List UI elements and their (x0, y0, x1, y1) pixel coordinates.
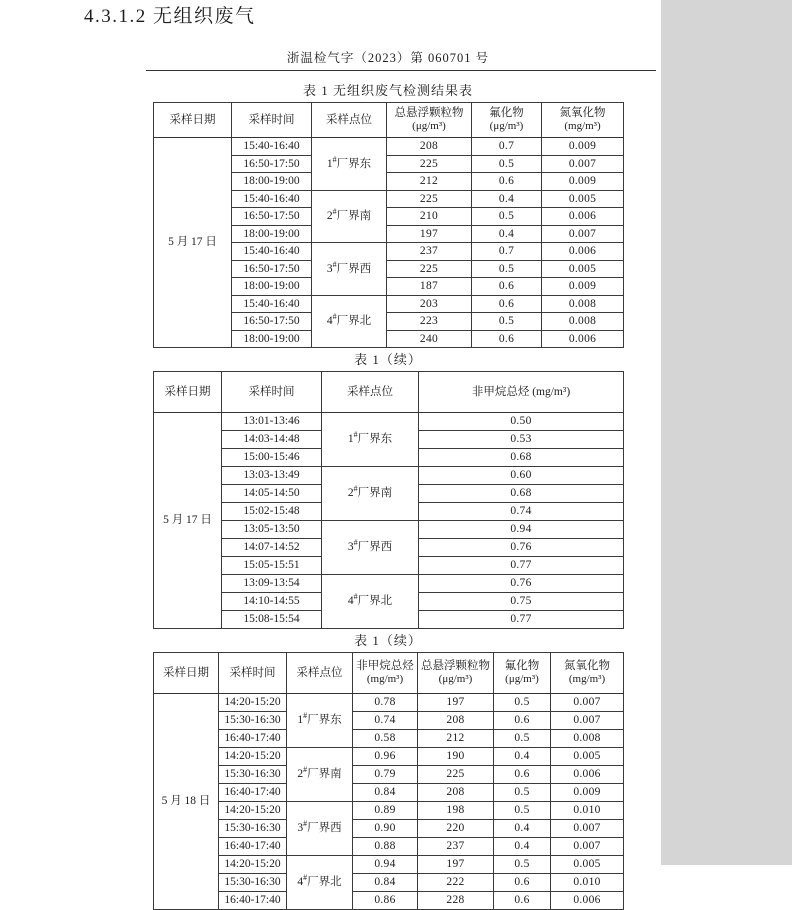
sample-time-cell: 16:40-17:40 (219, 838, 287, 856)
col-header-parameter (542, 103, 624, 138)
col-header-parameter (353, 653, 418, 694)
value-cell: 225 (387, 155, 472, 173)
table-row (154, 575, 624, 593)
col-header-parameter (472, 103, 542, 138)
parameter-label: 总悬浮颗粒物 (394, 106, 464, 119)
table-row (154, 892, 624, 910)
sample-date-cell: 5 月 17 日 (154, 413, 222, 629)
col-header-parameter (551, 653, 624, 694)
value-cell: 0.005 (551, 748, 624, 766)
value-cell: 0.78 (353, 694, 418, 712)
table-row (154, 521, 624, 539)
value-cell: 0.5 (494, 730, 551, 748)
parameter-unit: (mg/m³) (568, 673, 606, 686)
value-cell: 0.007 (551, 820, 624, 838)
table-row (154, 838, 624, 856)
sample-point-cell: 2#厂界南 (287, 748, 353, 802)
value-cell: 240 (387, 330, 472, 348)
doc-number: 浙温检气字（2023）第 060701 号 (286, 51, 490, 65)
value-cell: 0.50 (419, 413, 624, 431)
value-cell: 0.4 (472, 190, 542, 208)
table-row (154, 694, 624, 712)
value-cell: 0.60 (419, 467, 624, 485)
value-cell: 212 (387, 173, 472, 191)
value-cell: 197 (418, 694, 494, 712)
sample-point-cell: 3#厂界西 (322, 521, 419, 575)
table-caption: 表 1（续） (354, 352, 422, 367)
col-header-date: 采样日期 (154, 653, 219, 694)
value-cell: 0.6 (494, 712, 551, 730)
header-row (154, 372, 624, 413)
value-cell: 0.96 (353, 748, 418, 766)
sample-time-cell: 14:20-15:20 (219, 856, 287, 874)
value-cell: 210 (387, 208, 472, 226)
sample-date-cell: 5 月 17 日 (154, 138, 232, 348)
parameter-unit: (μg/m³) (505, 673, 539, 686)
table-row (154, 730, 624, 748)
value-cell: 0.006 (542, 208, 624, 226)
value-cell: 0.76 (419, 575, 624, 593)
parameter-unit: (mg/m³) (366, 673, 404, 686)
value-cell: 223 (387, 313, 472, 331)
sample-time-cell: 18:00-19:00 (232, 330, 312, 348)
parameter-unit: (μg/m³) (412, 120, 446, 133)
value-cell: 208 (387, 138, 472, 156)
value-cell: 0.74 (353, 712, 418, 730)
table-row (154, 138, 624, 156)
col-header-point: 采样点位 (287, 653, 353, 694)
sample-time-cell: 16:50-17:50 (232, 155, 312, 173)
value-cell: 0.6 (472, 278, 542, 296)
sample-time-cell: 15:40-16:40 (232, 295, 312, 313)
value-cell: 0.84 (353, 874, 418, 892)
value-cell: 0.010 (551, 802, 624, 820)
sample-time-cell: 14:03-14:48 (222, 431, 322, 449)
sample-time-cell: 15:40-16:40 (232, 138, 312, 156)
col-header-parameter: 非甲烷总烃 (mg/m³) (419, 372, 624, 413)
sample-time-cell: 14:10-14:55 (222, 593, 322, 611)
value-cell: 0.006 (551, 766, 624, 784)
value-cell: 0.4 (494, 820, 551, 838)
value-cell: 0.5 (494, 694, 551, 712)
sample-time-cell: 14:20-15:20 (219, 802, 287, 820)
table-row (154, 820, 624, 838)
value-cell: 0.6 (472, 330, 542, 348)
tables-container (153, 82, 623, 910)
table-row (154, 413, 624, 431)
table-caption: 表 1（续） (354, 633, 422, 648)
value-cell: 0.005 (542, 190, 624, 208)
value-cell: 0.79 (353, 766, 418, 784)
value-cell: 0.009 (551, 784, 624, 802)
sample-time-cell: 15:05-15:51 (222, 557, 322, 575)
col-header-date: 采样日期 (154, 372, 222, 413)
sample-time-cell: 16:50-17:50 (232, 313, 312, 331)
value-cell: 0.75 (419, 593, 624, 611)
value-cell: 203 (387, 295, 472, 313)
table-row (154, 874, 624, 892)
sample-time-cell: 16:40-17:40 (219, 784, 287, 802)
value-cell: 208 (418, 712, 494, 730)
sample-point-cell: 1#厂界东 (312, 138, 387, 191)
table-row (154, 748, 624, 766)
results-table (153, 102, 624, 348)
col-header-parameter (387, 103, 472, 138)
value-cell: 0.53 (419, 431, 624, 449)
table-body (154, 694, 624, 910)
parameter-label: 非甲烷总烃 (356, 659, 414, 672)
value-cell: 0.74 (419, 503, 624, 521)
value-cell: 0.76 (419, 539, 624, 557)
header-rule (146, 70, 656, 71)
value-cell: 0.008 (551, 730, 624, 748)
value-cell: 0.008 (542, 295, 624, 313)
sample-time-cell: 14:20-15:20 (219, 748, 287, 766)
table-row (154, 784, 624, 802)
value-cell: 0.94 (419, 521, 624, 539)
sample-time-cell: 16:50-17:50 (232, 208, 312, 226)
value-cell: 0.4 (472, 225, 542, 243)
results-table (153, 371, 624, 629)
sample-point-cell: 3#厂界西 (312, 243, 387, 296)
value-cell: 0.5 (472, 313, 542, 331)
sample-time-cell: 15:08-15:54 (222, 611, 322, 629)
sample-time-cell: 14:05-14:50 (222, 485, 322, 503)
value-cell: 198 (418, 802, 494, 820)
value-cell: 0.010 (551, 874, 624, 892)
value-cell: 0.5 (494, 856, 551, 874)
table-row (154, 467, 624, 485)
value-cell: 212 (418, 730, 494, 748)
value-cell: 0.007 (542, 225, 624, 243)
value-cell: 237 (387, 243, 472, 261)
value-cell: 220 (418, 820, 494, 838)
table-row (154, 766, 624, 784)
sample-point-cell: 4#厂界北 (287, 856, 353, 910)
sample-point-cell: 4#厂界北 (312, 295, 387, 348)
value-cell: 0.009 (542, 278, 624, 296)
value-cell: 0.006 (542, 243, 624, 261)
value-cell: 0.68 (419, 485, 624, 503)
results-table (153, 652, 624, 910)
sample-time-cell: 14:20-15:20 (219, 694, 287, 712)
sample-time-cell: 13:09-13:54 (222, 575, 322, 593)
value-cell: 0.007 (551, 712, 624, 730)
value-cell: 0.77 (419, 557, 624, 575)
sample-time-cell: 16:50-17:50 (232, 260, 312, 278)
sample-time-cell: 18:00-19:00 (232, 173, 312, 191)
sample-time-cell: 16:40-17:40 (219, 730, 287, 748)
value-cell: 0.5 (472, 208, 542, 226)
value-cell: 0.58 (353, 730, 418, 748)
section-title: 4.3.1.2 无组织废气 (84, 6, 256, 27)
value-cell: 197 (418, 856, 494, 874)
col-header-time: 采样时间 (219, 653, 287, 694)
value-cell: 0.4 (494, 748, 551, 766)
sample-time-cell: 15:40-16:40 (232, 190, 312, 208)
value-cell: 0.68 (419, 449, 624, 467)
col-header-parameter (494, 653, 551, 694)
value-cell: 0.006 (542, 330, 624, 348)
value-cell: 0.5 (494, 784, 551, 802)
parameter-label: 氮氧化物 (564, 659, 610, 672)
value-cell: 187 (387, 278, 472, 296)
value-cell: 225 (418, 766, 494, 784)
header-row (154, 103, 624, 138)
col-header-date: 采样日期 (154, 103, 232, 138)
value-cell: 0.94 (353, 856, 418, 874)
table-header (154, 372, 624, 413)
value-cell: 0.7 (472, 243, 542, 261)
value-cell: 0.84 (353, 784, 418, 802)
value-cell: 225 (387, 260, 472, 278)
sample-time-cell: 15:30-16:30 (219, 766, 287, 784)
value-cell: 0.7 (472, 138, 542, 156)
sample-time-cell: 15:02-15:48 (222, 503, 322, 521)
value-cell: 208 (418, 784, 494, 802)
value-cell: 0.4 (494, 838, 551, 856)
sample-time-cell: 18:00-19:00 (232, 225, 312, 243)
sample-time-cell: 15:30-16:30 (219, 820, 287, 838)
value-cell: 0.009 (542, 173, 624, 191)
value-cell: 0.89 (353, 802, 418, 820)
sample-time-cell: 15:30-16:30 (219, 712, 287, 730)
sample-time-cell: 13:01-13:46 (222, 413, 322, 431)
value-cell: 0.6 (494, 874, 551, 892)
value-cell: 0.006 (551, 892, 624, 910)
value-cell: 237 (418, 838, 494, 856)
value-cell: 0.77 (419, 611, 624, 629)
value-cell: 197 (387, 225, 472, 243)
value-cell: 0.007 (551, 838, 624, 856)
value-cell: 222 (418, 874, 494, 892)
value-cell: 0.007 (542, 155, 624, 173)
value-cell: 0.5 (472, 155, 542, 173)
sample-point-cell: 2#厂界南 (322, 467, 419, 521)
sample-point-cell: 1#厂界东 (322, 413, 419, 467)
table-row (154, 802, 624, 820)
col-header-parameter (418, 653, 494, 694)
value-cell: 0.6 (472, 295, 542, 313)
col-header-point: 采样点位 (322, 372, 419, 413)
sample-time-cell: 13:03-13:49 (222, 467, 322, 485)
col-header-point: 采样点位 (312, 103, 387, 138)
value-cell: 0.5 (472, 260, 542, 278)
value-cell: 0.6 (494, 892, 551, 910)
table-row (154, 712, 624, 730)
sample-point-cell: 1#厂界东 (287, 694, 353, 748)
document-page (153, 48, 623, 910)
parameter-label: 总悬浮颗粒物 (421, 659, 490, 672)
col-header-time: 采样时间 (222, 372, 322, 413)
page-margin-band (661, 0, 792, 865)
sample-point-cell: 2#厂界南 (312, 190, 387, 243)
table-caption: 表 1 无组织废气检测结果表 (302, 83, 473, 98)
value-cell: 0.6 (472, 173, 542, 191)
table-header (154, 103, 624, 138)
col-header-time: 采样时间 (232, 103, 312, 138)
value-cell: 0.005 (542, 260, 624, 278)
value-cell: 190 (418, 748, 494, 766)
value-cell: 0.5 (494, 802, 551, 820)
sample-date-cell: 5 月 18 日 (154, 694, 219, 910)
header-row (154, 653, 624, 694)
value-cell: 0.005 (551, 856, 624, 874)
value-cell: 228 (418, 892, 494, 910)
table-body (154, 413, 624, 629)
parameter-label: 氟化物 (489, 106, 524, 119)
table-header (154, 653, 624, 694)
sample-time-cell: 13:05-13:50 (222, 521, 322, 539)
sample-time-cell: 16:40-17:40 (219, 892, 287, 910)
value-cell: 0.007 (551, 694, 624, 712)
value-cell: 0.6 (494, 766, 551, 784)
value-cell: 225 (387, 190, 472, 208)
table-body (154, 138, 624, 348)
parameter-unit: (μg/m³) (489, 120, 524, 133)
value-cell: 0.008 (542, 313, 624, 331)
sample-time-cell: 15:30-16:30 (219, 874, 287, 892)
sample-time-cell: 18:00-19:00 (232, 278, 312, 296)
value-cell: 0.90 (353, 820, 418, 838)
value-cell: 0.86 (353, 892, 418, 910)
parameter-unit: (μg/m³) (438, 673, 473, 686)
sample-time-cell: 15:00-15:46 (222, 449, 322, 467)
parameter-unit: (mg/m³) (564, 120, 601, 133)
value-cell: 0.009 (542, 138, 624, 156)
value-cell: 0.88 (353, 838, 418, 856)
sample-point-cell: 3#厂界西 (287, 802, 353, 856)
parameter-label: 氟化物 (504, 659, 540, 672)
parameter-label: 氮氧化物 (559, 106, 606, 119)
sample-time-cell: 14:07-14:52 (222, 539, 322, 557)
sample-point-cell: 4#厂界北 (322, 575, 419, 629)
sample-time-cell: 15:40-16:40 (232, 243, 312, 261)
